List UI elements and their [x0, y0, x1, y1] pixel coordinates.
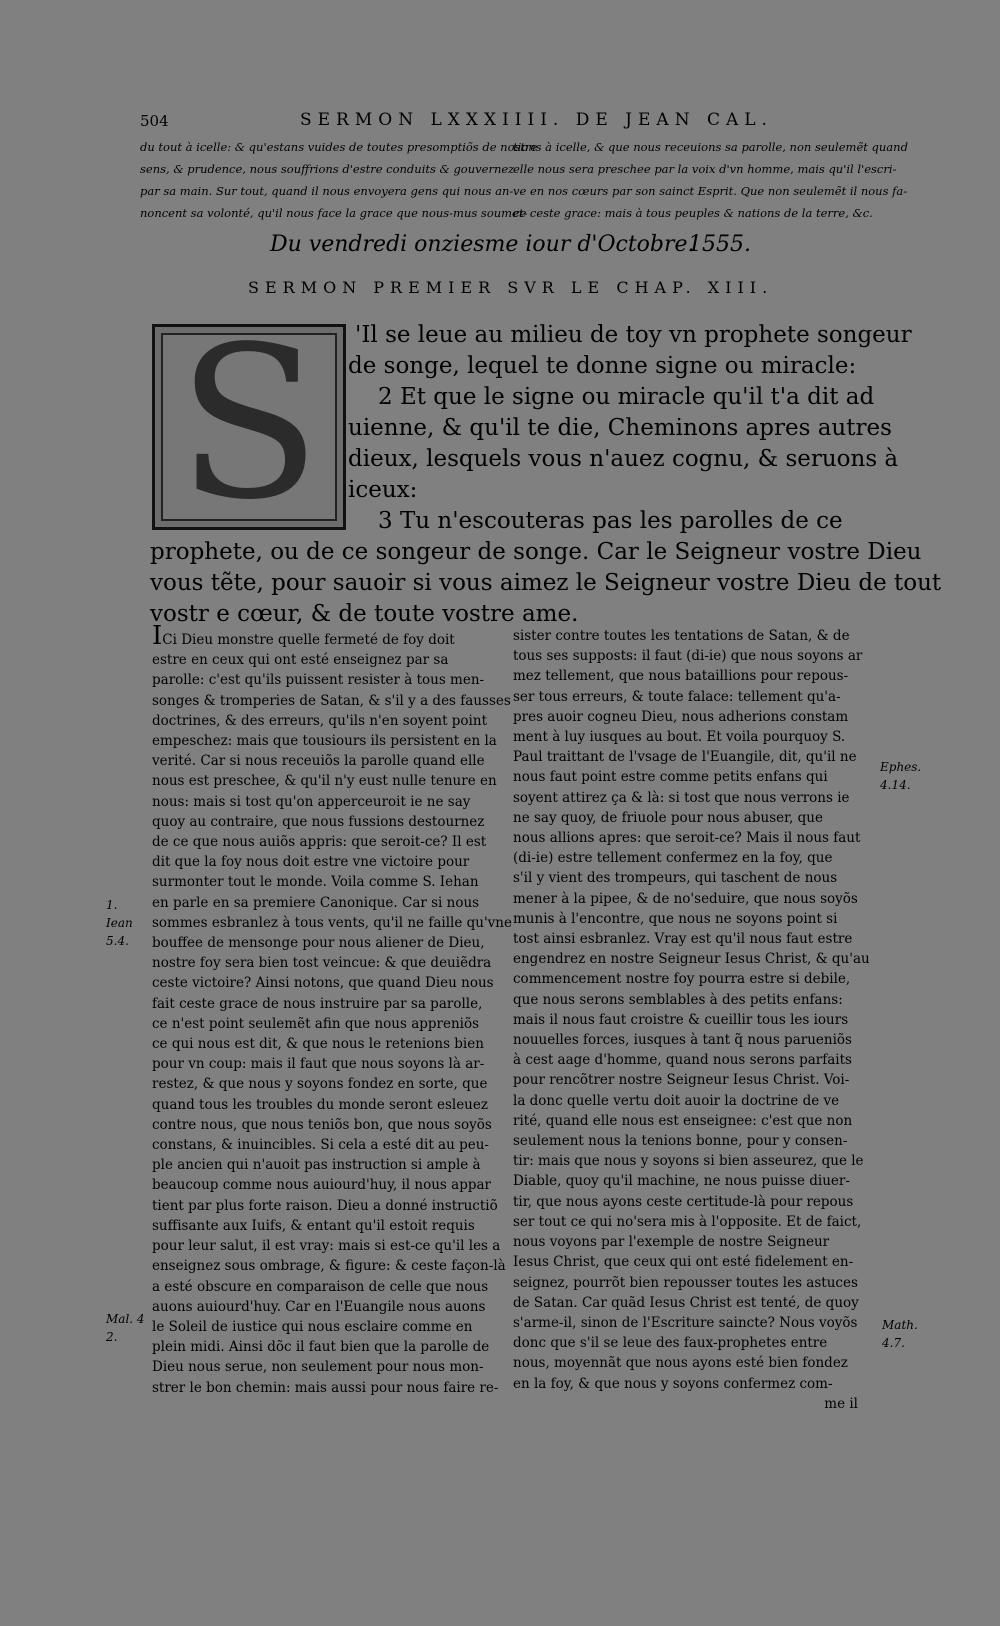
text-line: ce n'est point seulemẽt afin que nous appreniõs — [152, 1015, 480, 1032]
text-line: empeschez: mais que tousiours ils persistent en la — [152, 733, 497, 750]
text-line: tient par plus forte raison. Dieu a donné instructiõ — [152, 1197, 498, 1214]
scripture-line: de songe, lequel te donne signe ou miracle: — [348, 353, 857, 379]
text-line: de ce que nous auiõs appris: que seroit-ce? Il est — [152, 834, 487, 851]
margin-note-1-jean: 1. Iean 5.4. — [106, 898, 133, 948]
text-line: nous est preschee, & qu'il n'y eust nulle tenure en — [152, 773, 497, 790]
text-line: par sa main. Sur tout, quand il nous envoyera gens qui nous an- — [140, 184, 514, 198]
text-line: en parle en sa premiere Canonique. Car si nous — [152, 894, 480, 911]
body-left-column — [152, 621, 512, 1398]
text-line: nous: mais si tost qu'on apperceuroit ie ne say — [152, 793, 471, 810]
text-line: Dieu nous serue, non seulement pour nous mon- — [152, 1359, 484, 1376]
text-line: engendrez en nostre Seigneur Iesus Christ, & qu'au — [513, 951, 870, 968]
text-line: pour rencõtrer nostre Seigneur Iesus Christ. Voi- — [513, 1072, 850, 1089]
scripture-line: 'Il se leue au milieu de toy vn prophete songeur — [355, 322, 912, 348]
continuation-right-column — [513, 136, 908, 224]
text-line: nouuelles forces, iusques à tant q̃ nous parueniõs — [513, 1032, 852, 1049]
text-line: (di-ie) estre tellement confermez en la foy, que — [513, 850, 833, 867]
text-line: plein midi. Ainsi dõc il faut bien que la parolle de — [152, 1339, 490, 1356]
text-line: beaucoup comme nous auiourd'huy, il nous appar — [152, 1177, 491, 1194]
initial-letter: S — [177, 301, 321, 546]
text-line: Paul traittant de l'vsage de l'Euangile, dit, qu'il ne — [513, 749, 857, 766]
text-line: tir: mais que nous y soyons si bien asseurez, que le — [513, 1153, 864, 1170]
text-line: ser tout ce qui no'sera mis à l'opposite. Et de faict, — [513, 1213, 862, 1230]
scripture-line: vostr e cœur, & de toute vostre ame. — [150, 601, 579, 627]
text-line: la donc quelle vertu doit auoir la doctrine de ve — [513, 1092, 840, 1109]
text-line: sister contre toutes les tentations de Satan, & de — [513, 628, 850, 644]
text-line: estre en ceux qui ont esté enseignez par sa — [152, 652, 449, 669]
text-line: de Satan. Car quãd Iesus Christ est tenté, de quoy — [513, 1294, 859, 1311]
text-line: ment à luy iusques au bout. Et voila pourquoy S. — [513, 729, 846, 746]
scripture-line: prophete, ou de ce songeur de songe. Car le Seigneur vostre Dieu — [150, 539, 922, 565]
sermon-title: SERMON PREMIER SVR LE CHAP. XIII. — [248, 278, 774, 297]
text-line: donc que s'il se leue des faux-prophetes entre — [513, 1335, 828, 1352]
scripture-line: vous tẽte, pour sauoir si vous aimez le Seigneur vostre Dieu de tout — [150, 570, 942, 596]
text-line: nous, moyennãt que nous ayons esté bien fondez — [513, 1355, 848, 1372]
text-line: enseignez sous ombrage, & figure: & ceste façon-là — [152, 1258, 506, 1275]
text-line: auons auiourd'huy. Car en l'Euangile nous auons — [152, 1298, 486, 1315]
text-line: s'il y vient des trompeurs, qui taschent de nous — [513, 870, 838, 887]
text-line: tost ainsi esbranlez. Vray est qu'il nous faut estre — [513, 931, 853, 948]
catchword: me il — [824, 1395, 858, 1412]
text-line: nous faut point estre comme petits enfans qui — [513, 769, 828, 786]
text-line: noncent sa volonté, qu'il nous face la grace que nous-mus soumet- — [140, 206, 528, 220]
text-line: restez, & que nous y soyons fondez en sorte, que — [152, 1076, 488, 1093]
text-line: tous ses supposts: il faut (di-ie) que nous soyons ar — [513, 648, 863, 665]
text-line: suffisante aux Iuifs, & entant qu'il estoit requis — [152, 1217, 475, 1234]
text-line: ple ancien qui n'auoit pas instruction si ample à — [152, 1157, 481, 1174]
text-line: strer le bon chemin: mais aussi pour nous faire re- — [152, 1379, 499, 1396]
text-line: dit que la foy nous doit estre vne victoire pour — [152, 854, 470, 871]
text-line: nostre foy sera bien tost veincue: & que deuiẽdra — [152, 955, 492, 972]
text-line: ICi Dieu monstre quelle fermeté de foy doit — [152, 621, 455, 651]
text-line: seignez, pourrõt bien repousser toutes les astuces — [513, 1274, 858, 1291]
scripture-line: uienne, & qu'il te die, Cheminons apres autres — [348, 415, 892, 441]
text-line: ce ceste grace: mais à tous peuples & nations de la terre, &c. — [513, 206, 873, 220]
text-line: mez tellement, que nous bataillions pour repous- — [513, 668, 849, 685]
text-line: quoy au contraire, que nous fussions destournez — [152, 813, 485, 830]
text-line: munis à l'encontre, que nous ne soyons point si — [513, 910, 838, 927]
text-line: constans, & inuincibles. Si cela a esté dit au peu- — [152, 1137, 489, 1154]
scripture-line: iceux: — [348, 477, 418, 503]
body-right-column — [513, 626, 878, 1414]
text-line: à cest aage d'homme, quand nous serons parfaits — [513, 1052, 852, 1069]
text-line: elle nous sera preschee par la voix d'vn homme, mais qu'il l'escri- — [513, 162, 897, 176]
dateline-year: 1555. — [688, 232, 751, 257]
text-line: pres auoir cogneu Dieu, nous adherions constam — [513, 708, 849, 725]
running-header — [140, 108, 773, 136]
text-line: mais il nous faut croistre & cueillir tous les iours — [513, 1011, 849, 1028]
dateline-text: Du vendredi onziesme iour d'Octobre. — [270, 232, 695, 257]
text-line: commencement nostre foy pourra estre si debile, — [513, 971, 851, 988]
text-line: en la foy, & que nous y soyons confermez com- — [513, 1375, 833, 1392]
text-line: nous allions apres: que seroit-ce? Mais il nous faut — [513, 830, 861, 847]
text-line: ve en nos cœurs par son sainct Esprit. Que non seulemẽt il nous fa- — [513, 184, 908, 198]
text-line: fait ceste grace de nous instruire par sa parolle, — [152, 995, 483, 1012]
text-line: ser tous erreurs, & toute falace: tellement qu'a- — [513, 688, 841, 705]
margin-note-matthew: Math. 4.7. — [882, 1318, 918, 1350]
text-line: que nous serons semblables à des petits enfans: — [513, 991, 843, 1008]
text-line: tir, que nous ayons ceste certitude-là pour repous — [513, 1193, 854, 1210]
scripture-line: 3 Tu n'escouteras pas les parolles de ce — [378, 508, 843, 534]
text-line: du tout à icelle: & qu'estans vuides de toutes presomptiõs de nostre — [140, 140, 538, 154]
text-line: pour vn coup: mais il faut que nous soyons là ar- — [152, 1056, 485, 1073]
text-line: le Soleil de iustice qui nous esclaire comme en — [152, 1318, 473, 1335]
text-line: quand tous les troubles du monde seront esleuez — [152, 1096, 488, 1113]
text-line: bouffee de mensonge pour nous aliener de Dieu, — [152, 935, 485, 952]
text-line: Iesus Christ, que ceux qui ont esté fidelement en- — [513, 1254, 854, 1271]
margin-note-malachi: Mal. 4 2. — [106, 1312, 145, 1344]
text-line: sommes esbranlez à tous vents, qu'il ne faille qu'vne — [152, 914, 512, 931]
continuation-left-column — [140, 136, 538, 224]
dateline — [270, 232, 751, 257]
text-line: pour leur salut, il est vray: mais si est-ce qu'il les a — [152, 1238, 501, 1255]
scripture-line: dieux, lesquels vous n'auez cognu, & seruons à — [348, 446, 899, 472]
text-line: nous voyons par l'exemple de nostre Seigneur — [513, 1234, 830, 1251]
text-line: ne say quoy, de friuole pour nous abuser, que — [513, 809, 823, 826]
text-line: songes & tromperies de Satan, & s'il y a des fausses — [152, 692, 511, 709]
text-line: surmonter tout le monde. Voila comme S. Iehan — [152, 874, 479, 891]
text-line: verité. Car si nous receuiõs la parolle quand elle — [152, 753, 485, 770]
folio-number: 504 — [140, 112, 169, 130]
running-title: SERMON LXXXIIII. DE JEAN CAL. — [300, 110, 773, 130]
text-line: seulement nous la tenions bonne, pour y consen- — [513, 1133, 848, 1150]
scripture-line: 2 Et que le signe ou miracle qu'il t'a dit ad — [378, 384, 875, 410]
text-line: rité, quand elle nous est enseignee: c'est que non — [513, 1112, 853, 1129]
text-line: sens, & prudence, nous souffrions d'estre conduits & gouvernez — [140, 162, 515, 176]
margin-note-ephesians: Ephes. 4.14. — [880, 760, 922, 792]
text-line: s'arme-il, sinon de l'Escriture saincte? Nous voyõs — [513, 1314, 858, 1331]
text-line: tions à icelle, & que nous receuions sa parolle, non seulemẽt quand — [513, 140, 908, 154]
decorated-initial — [152, 301, 346, 546]
text-line: parolle: c'est qu'ils puissent resister à tous men- — [152, 672, 485, 689]
text-line: ce qui nous est dit, & que nous le retenions bien — [152, 1036, 484, 1053]
text-line: contre nous, que nous teniõs bon, que nous soyõs — [152, 1116, 492, 1133]
text-line: ceste victoire? Ainsi notons, que quand Dieu nous — [152, 975, 494, 992]
text-line: a esté obscure en comparaison de celle que nous — [152, 1278, 489, 1295]
text-line: mener à la pipee, & de no'seduire, que nous soyõs — [513, 890, 858, 907]
text-line: Diable, quoy qu'il machine, ne nous puisse diuer- — [513, 1173, 850, 1190]
text-line: soyent attirez ça & là: si tost que nous verrons ie — [513, 789, 850, 806]
text-line: doctrines, & des erreurs, qu'ils n'en soyent point — [152, 712, 487, 729]
